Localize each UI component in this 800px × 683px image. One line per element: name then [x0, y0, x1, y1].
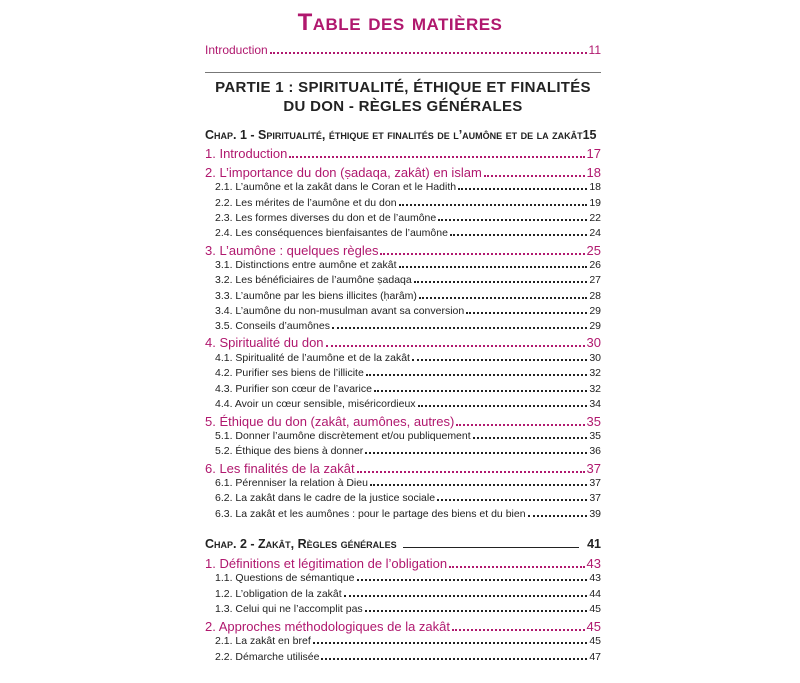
subsection-entry[interactable]	[215, 352, 601, 364]
entry-page: 45	[586, 619, 601, 634]
entry-label: 1.2. L’obligation de la zakât	[215, 588, 342, 600]
entry-label: 6.2. La zakât dans le cadre de la justice sociale	[215, 492, 436, 504]
dot-leader	[357, 573, 588, 581]
section-entry[interactable]	[205, 461, 601, 476]
dot-leader	[466, 306, 587, 314]
subsection-entry[interactable]	[215, 197, 601, 209]
dot-leader	[289, 149, 584, 158]
subsection-entry[interactable]	[215, 430, 601, 442]
entry-page: 22	[589, 212, 601, 224]
entry-label: Introduction	[205, 43, 268, 57]
dot-leader	[419, 291, 587, 299]
entry-page: 43	[589, 572, 601, 584]
chapter-label: Chap. 1 - Spiritualité, éthique et finalités de l’aumône et de la zakât	[205, 128, 583, 142]
entry-page: 29	[589, 305, 601, 317]
entry-page: 35	[586, 414, 601, 429]
entry-page: 45	[589, 603, 601, 615]
subsection-entry[interactable]	[215, 572, 601, 584]
entry-label: 2.3. Les formes diverses du don et de l’aumône	[215, 212, 437, 224]
entry-page: 25	[586, 243, 601, 258]
subsection-entry[interactable]	[215, 320, 601, 332]
separator-line	[205, 72, 601, 73]
entry-label: 4.1. Spiritualité de l’aumône et de la zakât	[215, 352, 410, 364]
entry-page: 11	[588, 43, 601, 57]
entry-label: 3. L’aumône : quelques règles	[205, 243, 379, 258]
entry-label: 6. Les finalités de la zakât	[205, 461, 355, 476]
entry-page: 26	[589, 259, 601, 271]
chapter-label: Chap. 2 - Zakât, Règles générales	[205, 537, 397, 551]
entry-label: 5. Éthique du don (zakât, aumônes, autres)	[205, 414, 455, 429]
entry-page: 44	[589, 588, 601, 600]
dot-leader	[414, 275, 588, 283]
entry-label: 1.1. Questions de sémantique	[215, 572, 355, 584]
section-entry[interactable]	[205, 165, 601, 180]
entry-label: 2. L’importance du don (ṣadaqa, zakât) en islam	[205, 165, 482, 180]
entry-page: 24	[589, 227, 601, 239]
dot-leader	[437, 493, 587, 501]
subsection-entry[interactable]	[215, 383, 601, 395]
chapter-1-heading[interactable]	[205, 128, 601, 142]
entry-page: 39	[589, 508, 601, 520]
dot-leader	[418, 399, 588, 407]
entry-label: 4.4. Avoir un cœur sensible, miséricordieux	[215, 398, 416, 410]
subsection-entry[interactable]	[215, 259, 601, 271]
entry-page: 34	[589, 398, 601, 410]
dot-leader	[458, 182, 587, 190]
subsection-entry[interactable]	[215, 508, 601, 520]
entry-page: 32	[589, 383, 601, 395]
dot-leader	[313, 636, 588, 644]
dot-leader	[370, 478, 587, 486]
dot-leader	[365, 604, 588, 612]
subsection-entry[interactable]	[215, 290, 601, 302]
toc-title: Table des matières	[297, 9, 503, 36]
entry-label: 2. Approches méthodologiques de la zakât	[205, 619, 451, 634]
entry-page: 37	[586, 461, 601, 476]
entry-page: 19	[589, 197, 601, 209]
entry-page: 28	[589, 290, 601, 302]
dot-leader	[374, 384, 587, 392]
dot-leader	[484, 168, 585, 177]
dot-leader	[449, 559, 584, 568]
entry-label: 6.3. La zakât et les aumônes : pour le partage des biens et du bien	[215, 508, 526, 520]
section-entry[interactable]	[205, 556, 601, 571]
part-title-line-1: PARTIE 1 : SPIRITUALITÉ, ÉTHIQUE ET FINALITÉS	[215, 79, 591, 96]
entry-label: 5.1. Donner l’aumône discrètement et/ou publiquement	[215, 430, 471, 442]
subsection-entry[interactable]	[215, 635, 601, 647]
entry-page: 47	[589, 651, 601, 663]
section-entry[interactable]	[205, 335, 601, 350]
dot-leader	[450, 228, 587, 236]
dot-leader	[528, 509, 588, 517]
entry-label: 4.3. Purifier son cœur de l’avarice	[215, 383, 372, 395]
subsection-entry[interactable]	[215, 588, 601, 600]
dot-leader	[473, 431, 588, 439]
subsection-entry[interactable]	[215, 305, 601, 317]
dot-leader	[412, 353, 587, 361]
dot-leader	[365, 446, 587, 454]
dot-leader	[326, 338, 585, 347]
heading-rule	[403, 540, 579, 548]
entry-page: 37	[589, 477, 601, 489]
section-entry[interactable]	[205, 146, 601, 161]
chapter-page: 41	[587, 537, 601, 551]
chapter-page: 15	[582, 128, 597, 142]
dot-leader	[366, 368, 587, 376]
entry-page: 37	[589, 492, 601, 504]
entry-label: 5.2. Éthique des biens à donner	[215, 445, 364, 457]
entry-page: 36	[589, 445, 601, 457]
subsection-entry[interactable]	[215, 651, 601, 663]
entry-page: 43	[586, 556, 601, 571]
entry-page: 35	[589, 430, 601, 442]
toc-entry-introduction[interactable]	[205, 43, 601, 57]
entry-label: 6.1. Pérenniser la relation à Dieu	[215, 477, 368, 489]
subsection-entry[interactable]	[215, 492, 601, 504]
entry-label: 1. Définitions et légitimation de l’obligation	[205, 556, 448, 571]
entry-label: 1. Introduction	[205, 146, 288, 161]
dot-leader	[399, 260, 588, 268]
dot-leader	[456, 417, 584, 426]
subsection-entry[interactable]	[215, 445, 601, 457]
dot-leader	[344, 589, 588, 597]
section-entry[interactable]	[205, 414, 601, 429]
entry-page: 32	[589, 367, 601, 379]
subsection-entry[interactable]	[215, 398, 601, 410]
dot-leader	[332, 321, 587, 329]
part-title-line-2: DU DON - RÈGLES GÉNÉRALES	[283, 98, 523, 115]
dot-leader	[399, 198, 588, 206]
entry-label: 4. Spiritualité du don	[205, 335, 324, 350]
subsection-entry[interactable]	[215, 477, 601, 489]
entry-page: 30	[586, 335, 601, 350]
subsection-entry[interactable]	[215, 227, 601, 239]
dot-leader	[321, 652, 587, 660]
chapter-2-heading[interactable]	[205, 537, 601, 551]
entry-label: 3.4. L’aumône du non-musulman avant sa conversion	[215, 305, 465, 317]
entry-label: 1.3. Celui qui ne l’accomplit pas	[215, 603, 363, 615]
dot-leader	[438, 213, 587, 221]
entry-page: 29	[589, 320, 601, 332]
entry-label: 2.2. Les mérites de l’aumône et du don	[215, 197, 397, 209]
dot-leader	[270, 45, 587, 54]
entry-page: 18	[589, 181, 601, 193]
entry-label: 3.2. Les bénéficiaires de l’aumône ṣadaqa	[215, 274, 412, 286]
entry-label: 2.2. Démarche utilisée	[215, 651, 320, 663]
entry-label: 3.1. Distinctions entre aumône et zakât	[215, 259, 397, 271]
subsection-entry[interactable]	[215, 181, 601, 193]
entry-label: 4.2. Purifier ses biens de l’illicite	[215, 367, 364, 379]
subsection-entry[interactable]	[215, 212, 601, 224]
section-entry[interactable]	[205, 243, 601, 258]
subsection-entry[interactable]	[215, 367, 601, 379]
entry-page: 30	[589, 352, 601, 364]
entry-page: 27	[589, 274, 601, 286]
dot-leader	[357, 464, 585, 473]
entry-label: 2.1. La zakât en bref	[215, 635, 311, 647]
subsection-entry[interactable]	[215, 603, 601, 615]
subsection-entry[interactable]	[215, 274, 601, 286]
entry-label: 2.1. L’aumône et la zakât dans le Coran et le Hadith	[215, 181, 457, 193]
dot-leader	[380, 246, 584, 255]
entry-page: 17	[586, 146, 601, 161]
entry-page: 45	[589, 635, 601, 647]
entry-label: 2.4. Les conséquences bienfaisantes de l’aumône	[215, 227, 448, 239]
entry-page: 18	[586, 165, 601, 180]
dot-leader	[452, 622, 585, 631]
entry-label: 3.5. Conseils d’aumônes	[215, 320, 330, 332]
entry-label: 3.3. L’aumône par les biens illicites (ḥarâm)	[215, 290, 417, 302]
section-entry[interactable]	[205, 619, 601, 634]
